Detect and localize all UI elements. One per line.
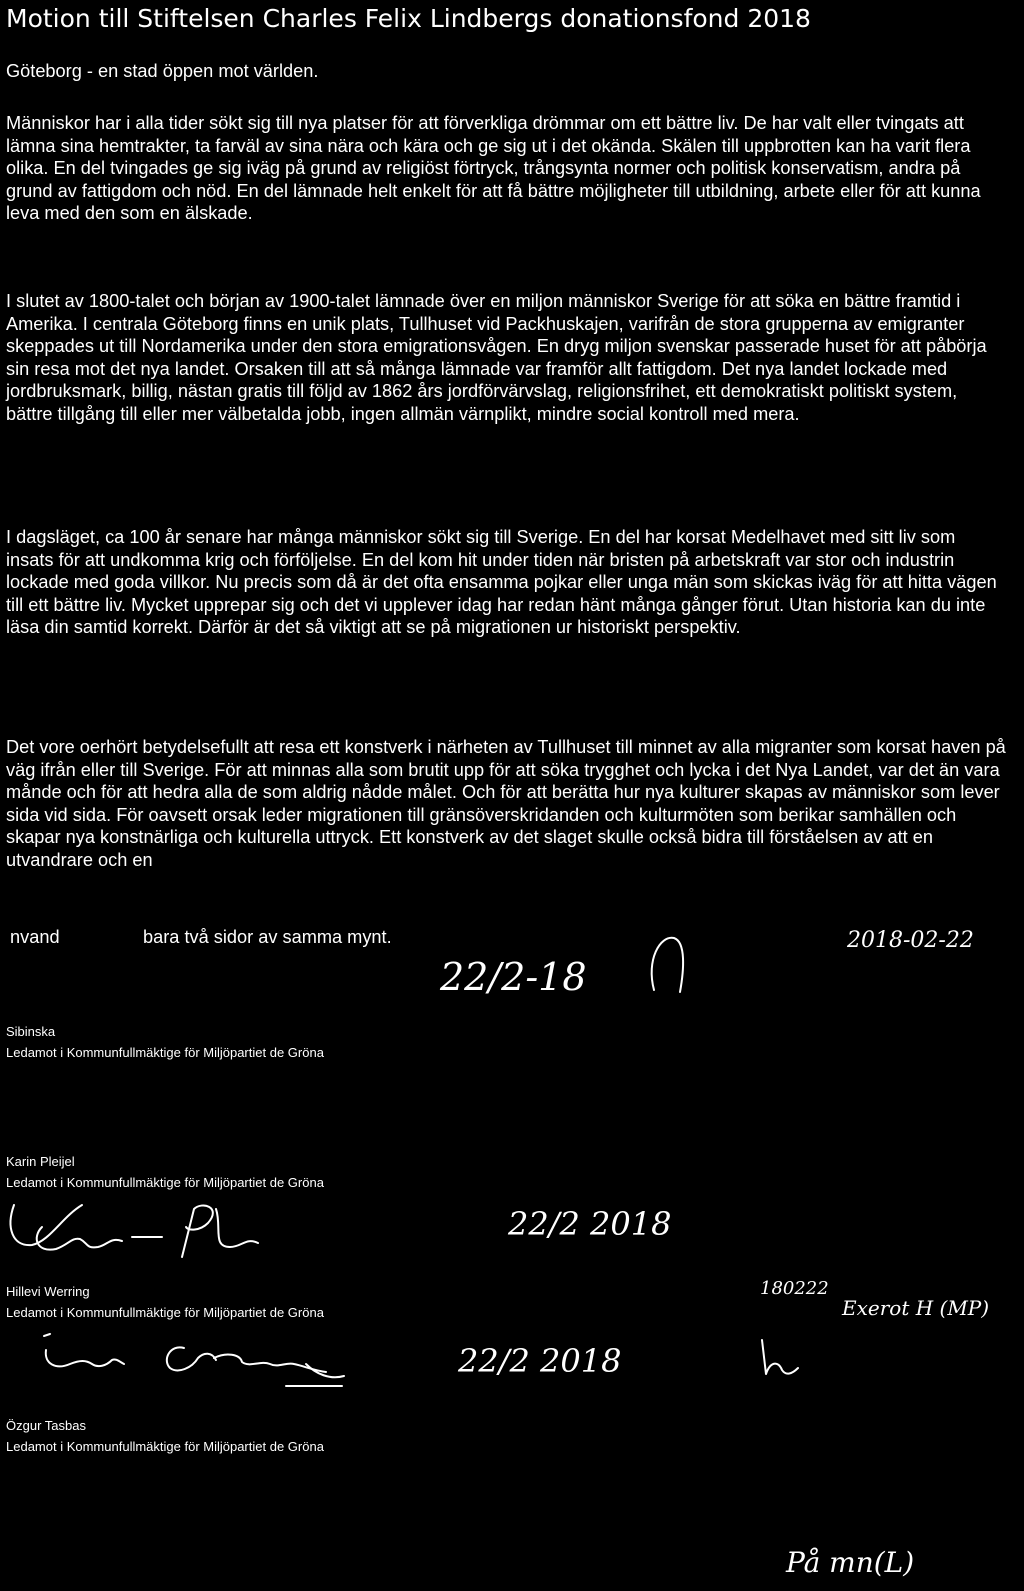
signatory-name-1: Sibinska bbox=[6, 1024, 56, 1039]
document-title: Motion till Stiftelsen Charles Felix Lindbergs donationsfond 2018 bbox=[6, 4, 811, 33]
signatory-role-4: Ledamot i Kommunfullmäktige för Miljöpartiet de Gröna bbox=[6, 1439, 324, 1454]
signatory-name-4: Özgur Tasbas bbox=[6, 1418, 86, 1433]
handwritten-note-bottom: På mn(L) bbox=[786, 1546, 915, 1579]
signature-sibinska bbox=[640, 930, 700, 1000]
signatory-role-1: Ledamot i Kommunfullmäktige för Miljöpartiet de Gröna bbox=[6, 1045, 324, 1060]
handwritten-date-top-right: 2018-02-22 bbox=[847, 928, 974, 953]
signature-hillevi-werring bbox=[36, 1330, 376, 1400]
signatory-name-2: Karin Pleijel bbox=[6, 1154, 75, 1169]
paragraph-3: I dagsläget, ca 100 år senare har många människor sökt sig till Sverige. En del har korsat Medelhavet med sitt liv som insats för att undkomma krig och förföljelse. En del kom hit under tiden när bristen på arbetskraft var stor och industrin lockade med goda villkor. Nu precis som då är det ofta ensamma pojkar eller unga män som skickas iväg för att hitta vägen till ett bättre liv. Mycket upprepar sig och det vi upplever idag har redan hänt många gånger förut. Utan historia kan du inte läsa din samtid korrekt. Därför är det så viktigt att se på migrationen ur historiskt perspektiv. bbox=[6, 527, 997, 638]
handwritten-date-sibinska: 22/2-18 bbox=[440, 955, 587, 999]
paragraph-1: Människor har i alla tider sökt sig till nya platser för att förverkliga drömmar om ett bättre liv. De har valt eller tvingats att lämna sina hemtrakter, ta farväl av sina nära och kära och ge sig ut i det okända. Skälen till uppbrotten kan ha varit flera olika. En del tvingades ge sig iväg på grund av religiöst förtryck, trångsynta normer och politisk konservatism, andra på grund av fattigdom och nöd. En del lämnade helt enkelt för att få bättre möjligheter till utbildning, arbete eller för att kunna leva med den som en älskade. bbox=[6, 113, 981, 224]
handwritten-code-right: 180222 bbox=[760, 1278, 829, 1299]
handwritten-date-hillevi: 22/2 2018 bbox=[458, 1342, 622, 1380]
handwritten-note-right: Exerot H (MP) bbox=[842, 1296, 990, 1320]
last-line-end: bara två sidor av samma mynt. bbox=[143, 927, 392, 947]
signatory-name-3: Hillevi Werring bbox=[6, 1284, 90, 1299]
signatory-role-2: Ledamot i Kommunfullmäktige för Miljöpartiet de Gröna bbox=[6, 1175, 324, 1190]
signature-karin-pleijel bbox=[2, 1197, 272, 1267]
document-subtitle: Göteborg - en stad öppen mot världen. bbox=[6, 61, 319, 81]
paragraph-2: I slutet av 1800-talet och början av 1900-talet lämnade över en miljon människor Sverige för att söka en bättre framtid i Amerika. I centrala Göteborg finns en unik plats, Tullhuset vid Packhuskajen, varifrån de stora grupperna av emigranter skeppades ut till Nordamerika under den stora emigrationsvågen. En dryg miljon svenskar passerade huset för att påbörja sin resa mot det nya landet. Orsaken till att så många lämnade var framför allt fattigdom. Det nya landet lockade med jordbruksmark, billig, nästan gratis till följd av 1862 års jordförvärvslag, religionsfrihet, ett demokratiskt politiskt system, bättre tillgång till eller mer välbetalda jobb, ingen allmän värnplikt, mindre social kontroll med mera. bbox=[6, 291, 987, 424]
paragraph-4: Det vore oerhört betydelsefullt att resa ett konstverk i närheten av Tullhuset till minnet av alla migranter som korsat haven på väg ifrån eller till Sverige. För att minnas alla som brutit upp för att söka trygghet och lycka i det Nya Landet, var det än vara månde och för att hedra alla de som aldrig nådde målet. Och för att berätta hur nya kulturer skapas av människor som lever sida vid sida. För oavsett orsak leder migrationen till gränsöverskridanden och kulturmöten som berikar samhällen och skapar nya konstnärliga och kulturella uttryck. Ett konstverk av det slaget skulle också bidra till förståelsen av att en utvandrare och en bbox=[6, 737, 1006, 870]
signatory-role-3: Ledamot i Kommunfullmäktige för Miljöpartiet de Gröna bbox=[6, 1305, 324, 1320]
handwritten-date-karin: 22/2 2018 bbox=[508, 1205, 672, 1243]
last-line-start: nvand bbox=[10, 927, 60, 947]
initials-mark bbox=[752, 1334, 802, 1384]
